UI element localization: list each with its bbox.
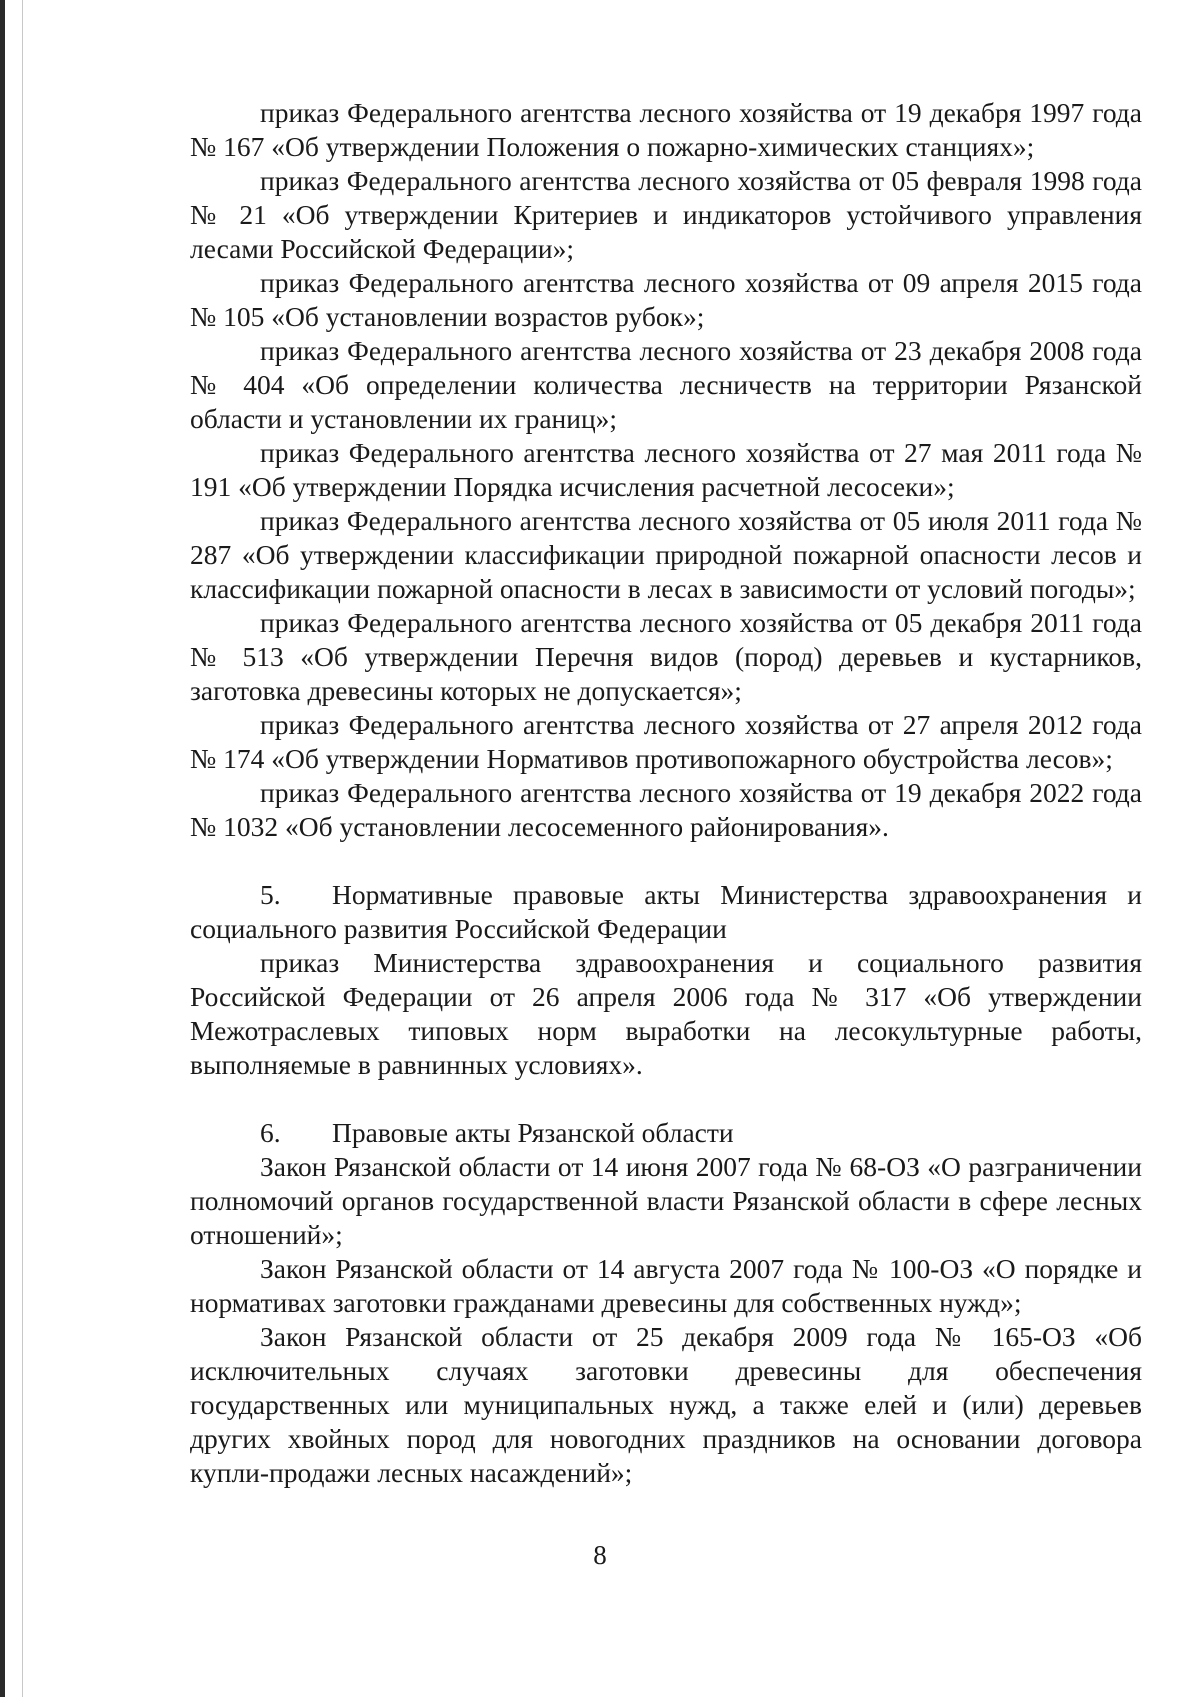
section-6-number: 6. (260, 1117, 281, 1148)
paragraph: приказ Федерального агентства лесного хозяйства от 19 декабря 2022 года № 1032 «Об установлении лесосеменного районирования». (190, 777, 1142, 842)
section-gap (190, 844, 1142, 878)
paragraph: приказ Федерального агентства лесного хозяйства от 05 июля 2011 года № 287 «Об утверждении классификации природной пожарной опасности лесов и классификации пожарной опасности в лесах в зависимости от условий погоды»; (190, 505, 1142, 604)
page-number: 8 (593, 1540, 607, 1570)
paragraph: приказ Федерального агентства лесного хозяйства от 09 апреля 2015 года № 105 «Об установлении возрастов рубок»; (190, 267, 1142, 332)
paragraph: Закон Рязанской области от 14 августа 2007 года № 100-ОЗ «О порядке и нормативах заготовки гражданами древесины для собственных нужд»; (190, 1253, 1142, 1318)
paragraph: приказ Федерального агентства лесного хозяйства от 27 апреля 2012 года № 174 «Об утверждении Нормативов противопожарного обустройства лесов»; (190, 709, 1142, 774)
section-6-title: Правовые акты Рязанской области (332, 1117, 734, 1148)
document-page (190, 96, 1142, 1490)
scan-edge-line (22, 0, 23, 1697)
paragraph: приказ Федерального агентства лесного хозяйства от 05 декабря 2011 года № 513 «Об утверждении Перечня видов (пород) деревьев и кустарников, заготовка древесины которых не допускается»; (190, 607, 1142, 706)
paragraph: Закон Рязанской области от 14 июня 2007 года № 68-ОЗ «О разграничении полномочий органов государственной власти Рязанской области в сфере лесных отношений»; (190, 1151, 1142, 1250)
paragraph: Закон Рязанской области от 25 декабря 2009 года № 165-ОЗ «Об исключительных случаях заготовки древесины для обеспечения государственных или муниципальных нужд, а также елей и (или) деревьев других хвойных пород для новогодних праздников на основании договора купли-продажи лесных насаждений»; (190, 1321, 1142, 1488)
scan-edge (0, 0, 5, 1697)
section-5-heading (190, 878, 1142, 946)
paragraph: приказ Федерального агентства лесного хозяйства от 19 декабря 1997 года № 167 «Об утверждении Положения о пожарно-химических станциях»; (190, 97, 1142, 162)
paragraph: приказ Федерального агентства лесного хозяйства от 05 февраля 1998 года № 21 «Об утверждении Критериев и индикаторов устойчивого управления лесами Российской Федерации»; (190, 165, 1142, 264)
section-5-title: Нормативные правовые акты Министерства здравоохранения и социального развития Российской Федерации (190, 879, 1142, 944)
paragraph: приказ Министерства здравоохранения и социального развития Российской Федерации от 26 апреля 2006 года № 317 «Об утверждении Межотраслевых типовых норм выработки на лесокультурные работы, выполняемые в равнинных условиях». (190, 947, 1142, 1080)
section-6-heading (190, 1116, 1142, 1150)
paragraph: приказ Федерального агентства лесного хозяйства от 27 мая 2011 года № 191 «Об утверждении Порядка исчисления расчетной лесосеки»; (190, 437, 1142, 502)
paragraph: приказ Федерального агентства лесного хозяйства от 23 декабря 2008 года № 404 «Об определении количества лесничеств на территории Рязанской области и установлении их границ»; (190, 335, 1142, 434)
section-5-number: 5. (260, 879, 281, 910)
section-gap (190, 1082, 1142, 1116)
